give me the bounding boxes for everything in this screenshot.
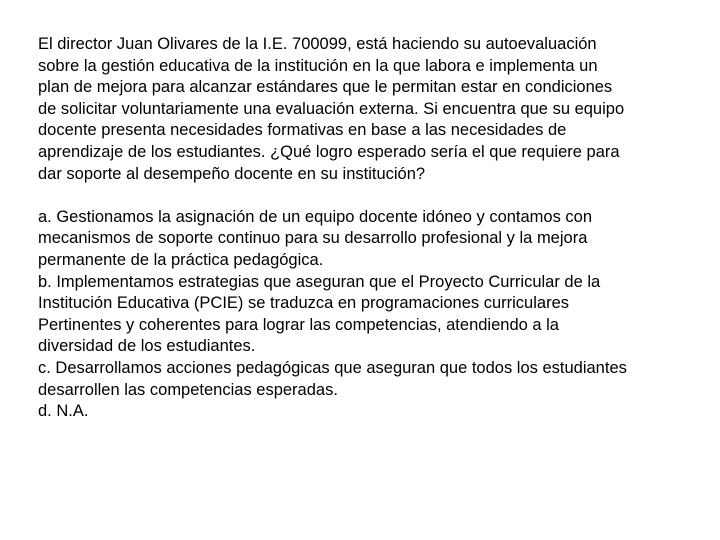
option-d: d. N.A.	[38, 402, 89, 421]
option-c: c. Desarrollamos acciones pedagógicas que aseguran que todos los estudiantes desarrollen las competencias esperadas.	[38, 358, 627, 399]
question-text: El director Juan Olivares de la I.E. 700099, está haciendo su autoevaluación sobre la gestión educativa de la institución en la que labora e implementa un plan de mejora para alcanzar estándares que le permitan estar en condiciones de solicitar voluntariamente una evaluación externa. Si encuentra que su equipo docente presenta necesidades formativas en base a las necesidades de aprendizaje de los estudiantes. ¿Qué logro esperado sería el que requiere para dar soporte al desempeño docente en su institución?	[38, 35, 625, 183]
option-a: a. Gestionamos la asignación de un equipo docente idóneo y contamos con mecanismos de soporte continuo para su desarrollo profesional y la mejora permanente de la práctica pedagógica.	[38, 207, 593, 269]
slide-content	[38, 34, 688, 423]
option-b: b. Implementamos estrategias que aseguran que el Proyecto Curricular de la Institución Educativa (PCIE) se traduzca en programaciones curriculares Pertinentes y coherentes para lograr las competencias, atendiendo a la diversidad de los estudiantes.	[38, 272, 601, 356]
spacer	[38, 185, 688, 207]
